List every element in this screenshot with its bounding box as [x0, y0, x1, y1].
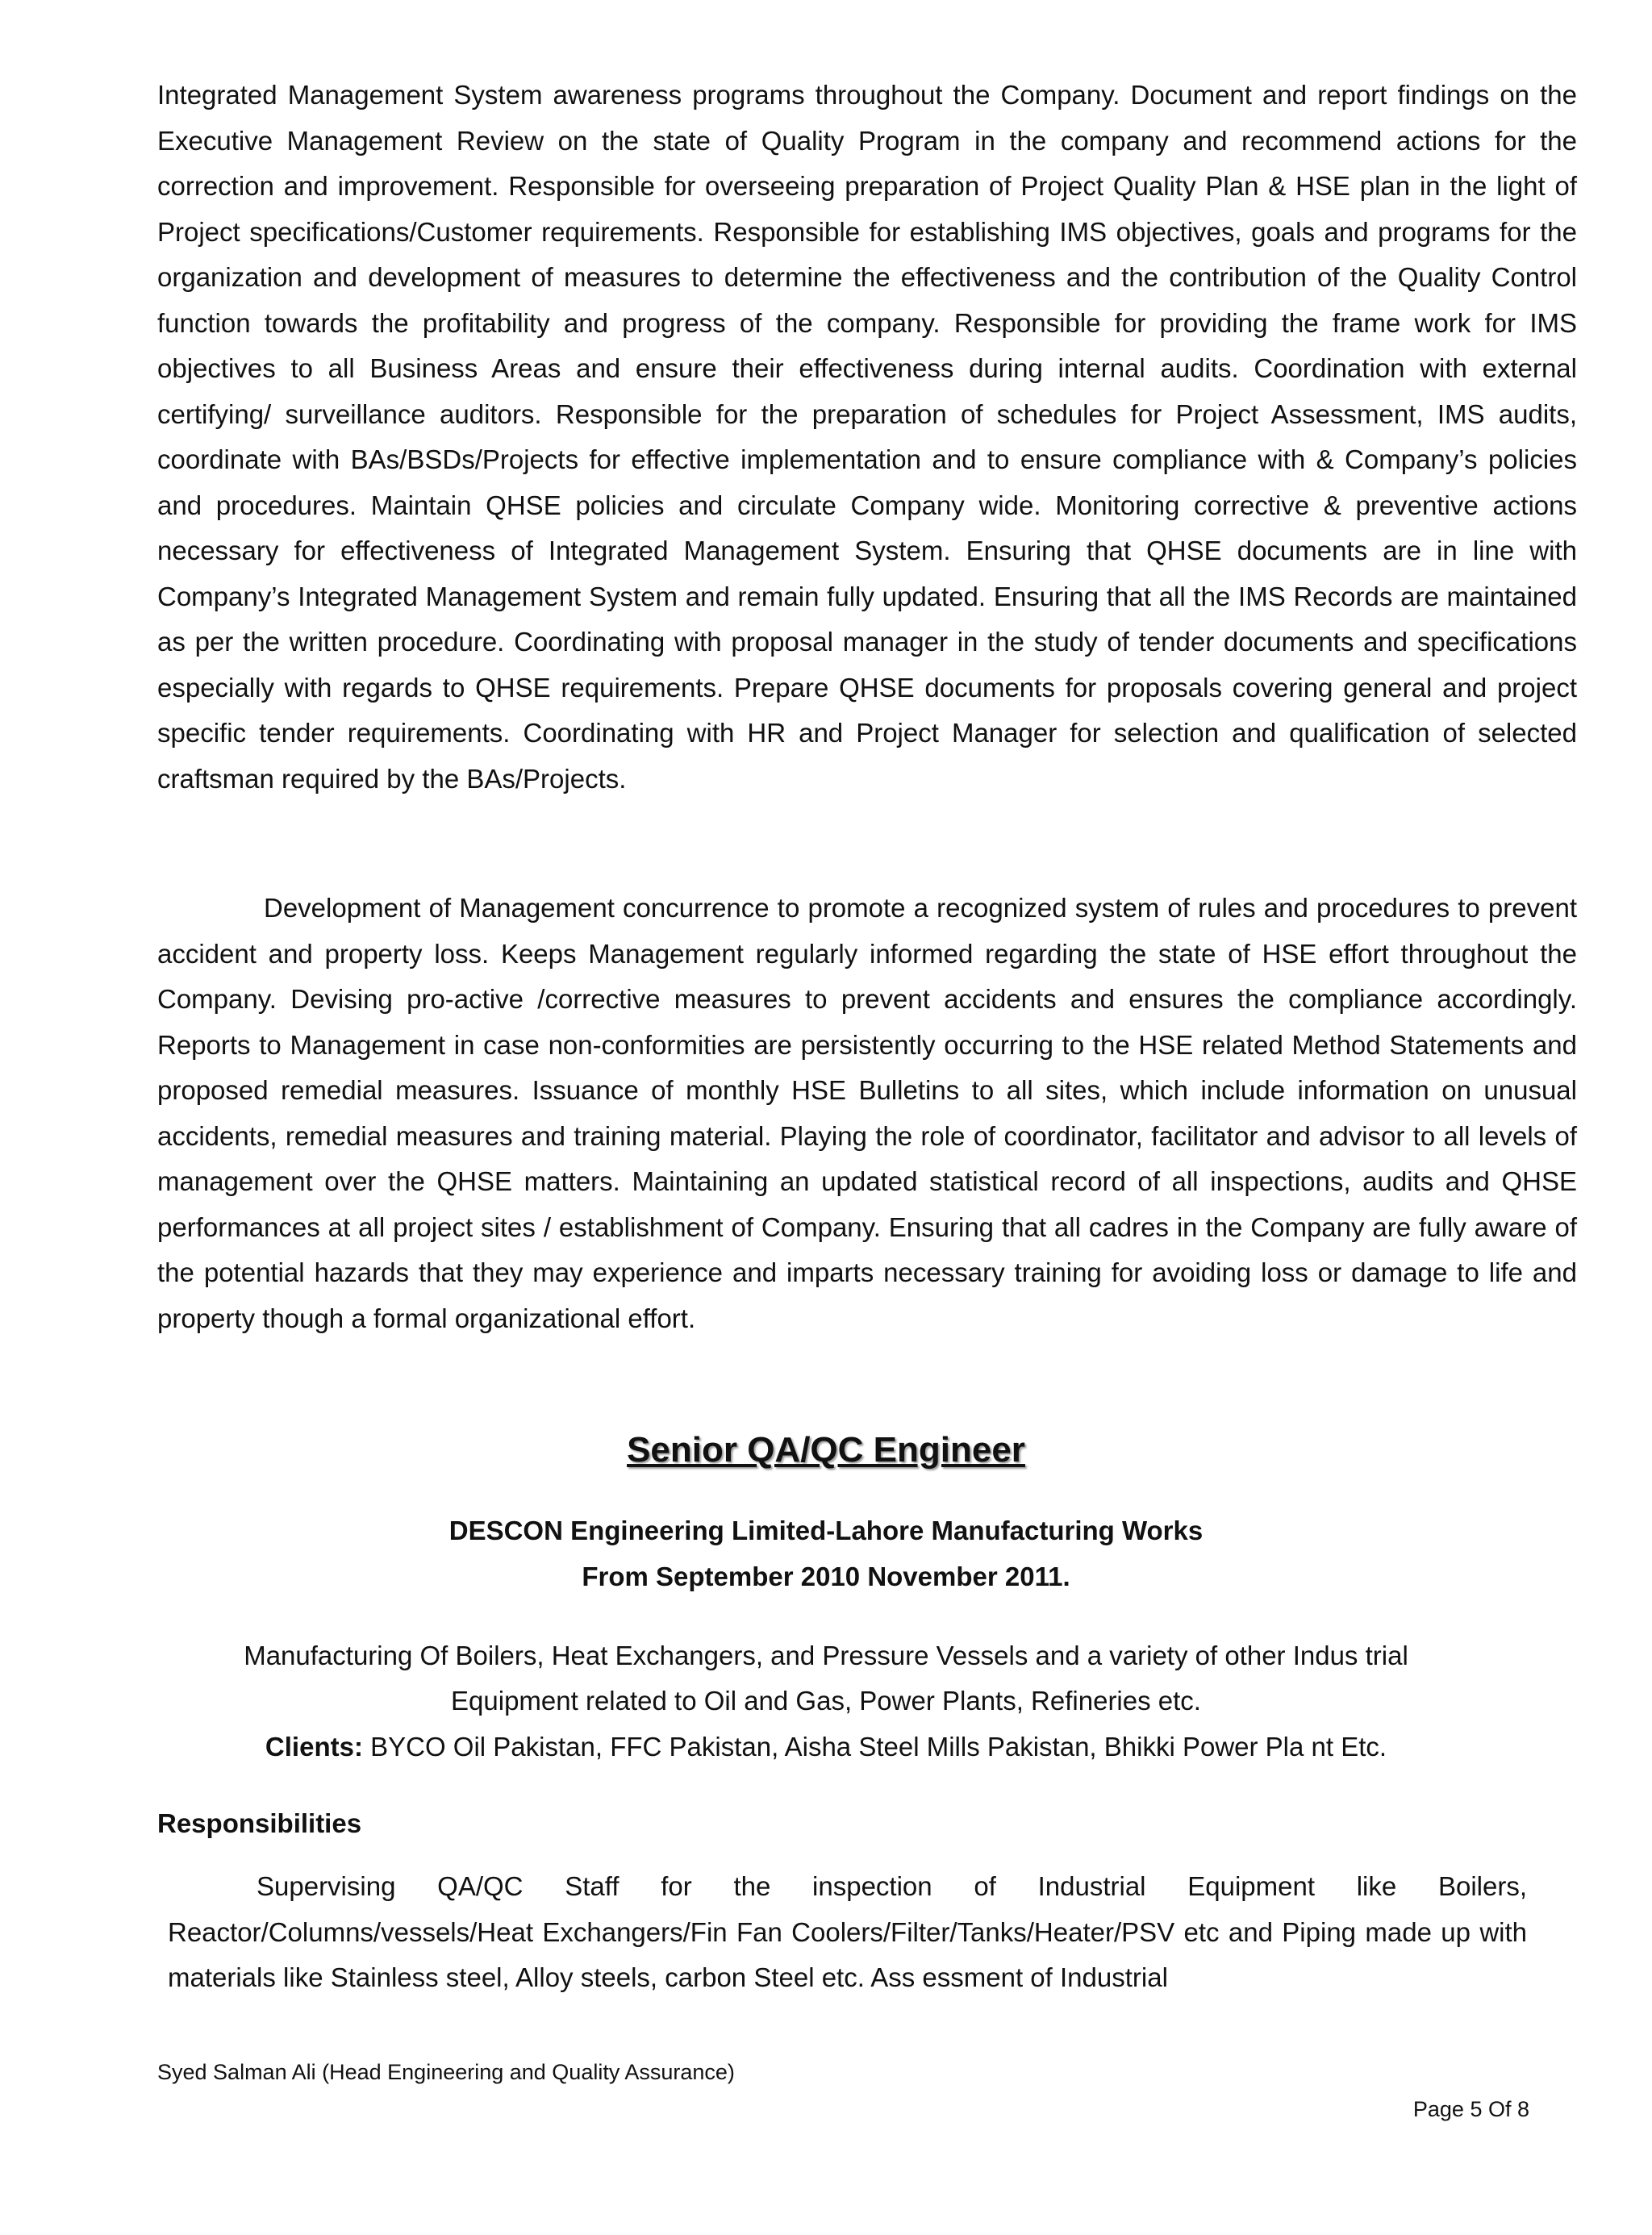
- clients-label: Clients:: [265, 1732, 363, 1762]
- responsibilities-heading: Responsibilities: [157, 1808, 362, 1838]
- clients-value: BYCO Oil Pakistan, FFC Pakistan, Aisha Steel Mills Pakistan, Bhikki Power Pla nt Etc.: [362, 1732, 1387, 1762]
- responsibilities-paragraph: Supervising QA/QC Staff for the inspection of Industrial Equipment like Boilers, Reactor/Columns/vessels/Heat Exchangers/Fin Fan Coolers/Filter/Tanks/Heater/PSV etc and Piping made up with materials like Stainless steel, Alloy steels, carbon Steel etc. Ass essment of Industrial: [168, 1871, 1527, 1992]
- job-title-heading: Senior QA/QC Engineer: [627, 1430, 1025, 1470]
- body-paragraph-1: Integrated Management System awareness programs throughout the Company. Document and report findings on the Executive Management Review on the state of Quality Program in the company and recommend actions for the correction and improvement. Responsible for overseeing preparation of Project Quality Plan & HSE plan in the light of Project specifications/Customer requirements. Responsible for establishing IMS objectives, goals and programs for the organization and development of measures to determine the effectiveness and the contribution of the Quality Control function towards the profitability and progress of the company. Responsible for providing the frame work for IMS objectives to all Business Areas and ensure their effectiveness during internal audits. Coordination with external certifying/ surveillance auditors. Responsible for the preparation of schedules for Project Assessment, IMS audits, coordinate with BAs/BSDs/Projects for effective implementation and to ensure compliance with & Company’s policies and procedures. Maintain QHSE policies and circulate Company wide. Monitoring corrective & preventive actions necessary for effectiveness of Integrated Management System. Ensuring that QHSE documents are in line with Company’s Integrated Management System and remain fully updated. Ensuring that all the IMS Records are maintained as per the written procedure. Coordinating with proposal manager in the study of tender documents and specifications especially with regards to QHSE requirements. Prepare QHSE documents for proposals covering general and project specific tender requirements. Coordinating with HR and Project Manager for selection and qualification of selected craftsman required by the BAs/Projects.: [157, 80, 1577, 794]
- company-name: DESCON Engineering Limited-Lahore Manufacturing Works: [448, 1516, 1204, 1545]
- footer-author: Syed Salman Ali (Head Engineering and Quality Assurance): [157, 2060, 735, 2084]
- company-description-line-1: Manufacturing Of Boilers, Heat Exchangers, and Pressure Vessels and a variety of other Indus trial: [244, 1641, 1408, 1670]
- company-description-line-2: Equipment related to Oil and Gas, Power Plants, Refineries etc.: [451, 1686, 1201, 1716]
- page-number: Page 5 Of 8: [1412, 2097, 1529, 2121]
- employment-period: From September 2010 November 2011.: [582, 1562, 1070, 1591]
- clients-line: [0, 1724, 1652, 1770]
- body-paragraph-2: Development of Management concurrence to promote a recognized system of rules and procedures to prevent accident and property loss. Keeps Management regularly informed regarding the state of HSE effort throughout the Company. Devising pro-active /corrective measures to prevent accidents and ensures the compliance accordingly. Reports to Management in case non-conformities are persistently occurring to the HSE related Method Statements and proposed remedial measures. Issuance of monthly HSE Bulletins to all sites, which include information on unusual accidents, remedial measures and training material. Playing the role of coordinator, facilitator and advisor to all levels of management over the QHSE matters. Maintaining an updated statistical record of all inspections, audits and QHSE performances at all project sites / establishment of Company. Ensuring that all cadres in the Company are fully aware of the potential hazards that they may experience and imparts necessary training for avoiding loss or damage to life and property though a formal organizational effort.: [157, 893, 1577, 1333]
